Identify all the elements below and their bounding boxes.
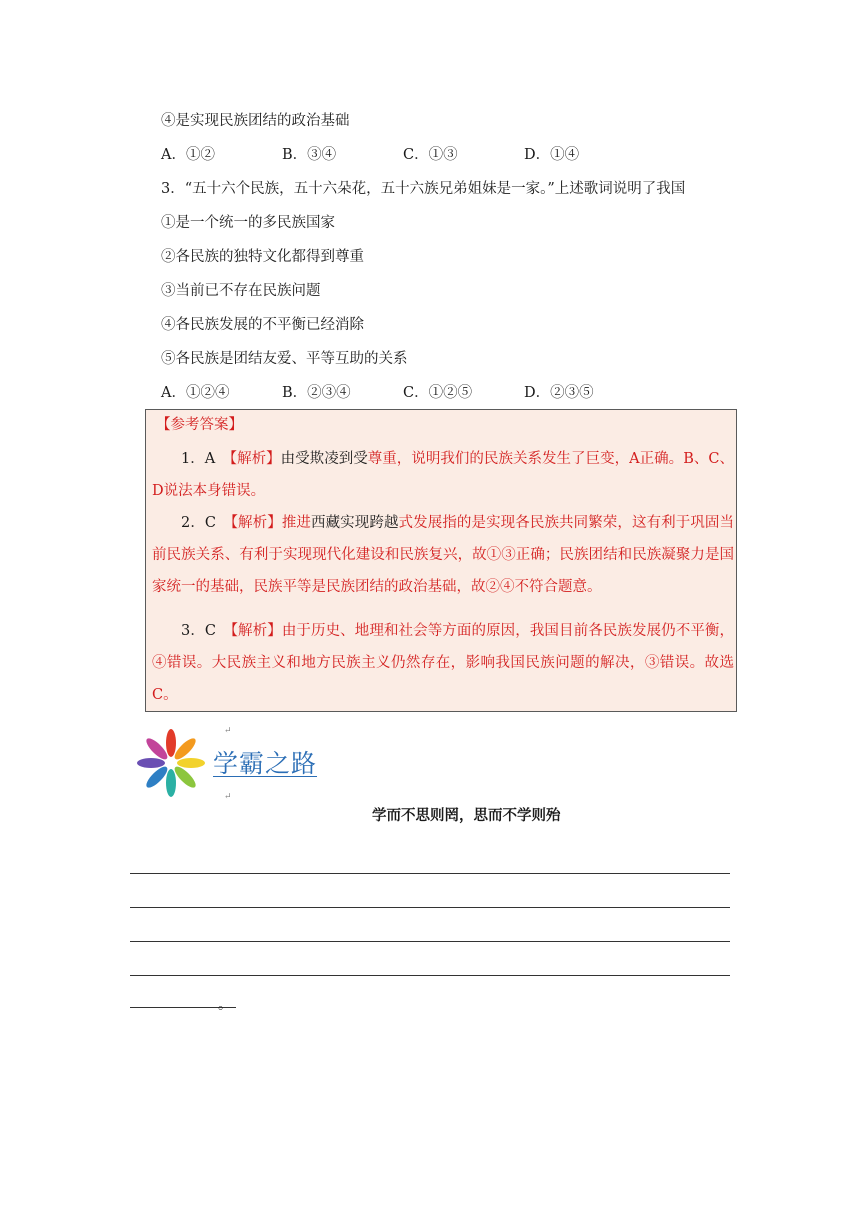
q3-item-5: ⑤各民族是团结友爱、平等互助的关系 bbox=[161, 351, 408, 367]
answer-3-number: 3．C bbox=[181, 623, 216, 639]
answer-2-number: 2．C bbox=[181, 515, 216, 531]
q3-item-2: ②各民族的独特文化都得到尊重 bbox=[161, 249, 364, 265]
answer-2 bbox=[152, 507, 734, 603]
q3-item-3: ③当前已不存在民族问题 bbox=[161, 283, 321, 299]
paragraph-mark-icon: ↵ bbox=[224, 726, 232, 736]
answer-box bbox=[145, 409, 737, 712]
logo-text: 学霸之路 bbox=[213, 749, 318, 778]
q2-option-d: D．①④ bbox=[524, 147, 580, 163]
answer-2-text-a: 推进 bbox=[281, 515, 311, 531]
answer-1-tag: 【解析】 bbox=[229, 451, 281, 467]
q3-option-b: B．②③④ bbox=[282, 385, 351, 401]
q3-item-4: ④各民族发展的不平衡已经消除 bbox=[161, 317, 364, 333]
answer-2-tag: 【解析】 bbox=[230, 515, 282, 531]
answer-2-text-b: 式发展指的是实现各民族共同繁荣，这有利于巩固当前民族关系、有利于实现现代化建设和民族复兴，故①③正确；民族团结和民族凝聚力是国家统一的基础，民族平等是民族团结的政治基础，故②④不符合题意。 bbox=[152, 515, 735, 595]
writing-line bbox=[130, 907, 730, 908]
trailing-period: 。 bbox=[218, 997, 232, 1013]
paragraph-mark-icon: ↵ bbox=[224, 792, 232, 802]
q3-item-1: ①是一个统一的多民族国家 bbox=[161, 215, 335, 231]
q2-option-b: B．③④ bbox=[282, 147, 337, 163]
answer-1-black-text: 由受欺凌到受 bbox=[280, 451, 368, 467]
answer-1 bbox=[152, 443, 734, 507]
q2-item-4: ④是实现民族团结的政治基础 bbox=[161, 113, 350, 129]
q2-option-a: A．①② bbox=[161, 147, 215, 163]
answer-1-text: 尊重，说明我们的民族关系发生了巨变，A正确。B、C、D说法本身错误。 bbox=[152, 451, 735, 499]
writing-line bbox=[130, 941, 730, 942]
answer-1-number: 1．A bbox=[181, 451, 216, 467]
answer-3-tag: 【解析】 bbox=[230, 623, 282, 639]
xueba-logo bbox=[132, 724, 332, 804]
writing-line bbox=[130, 873, 730, 874]
q3-option-a: A．①②④ bbox=[161, 385, 230, 401]
answer-3 bbox=[152, 615, 734, 711]
motto: 学而不思则罔，思而不学则殆 bbox=[372, 808, 561, 824]
flower-logo-icon bbox=[132, 724, 210, 802]
q3-option-d: D．②③⑤ bbox=[524, 385, 594, 401]
q3-stem: 3．“五十六个民族，五十六朵花，五十六族兄弟姐妹是一家。”上述歌词说明了我国 bbox=[161, 181, 686, 197]
writing-line bbox=[130, 975, 730, 976]
answer-2-black-text: 西藏实现跨越 bbox=[311, 515, 399, 531]
q3-option-c: C．①②⑤ bbox=[403, 385, 473, 401]
answer-3-text: 由于历史、地理和社会等方面的原因，我国目前各民族发展仍不平衡，④错误。大民族主义和地方民族主义仍然存在，影响我国民族问题的解决，③错误。故选C。 bbox=[152, 623, 735, 703]
q2-option-c: C．①③ bbox=[403, 147, 458, 163]
answer-title: 【参考答案】 bbox=[156, 417, 243, 433]
